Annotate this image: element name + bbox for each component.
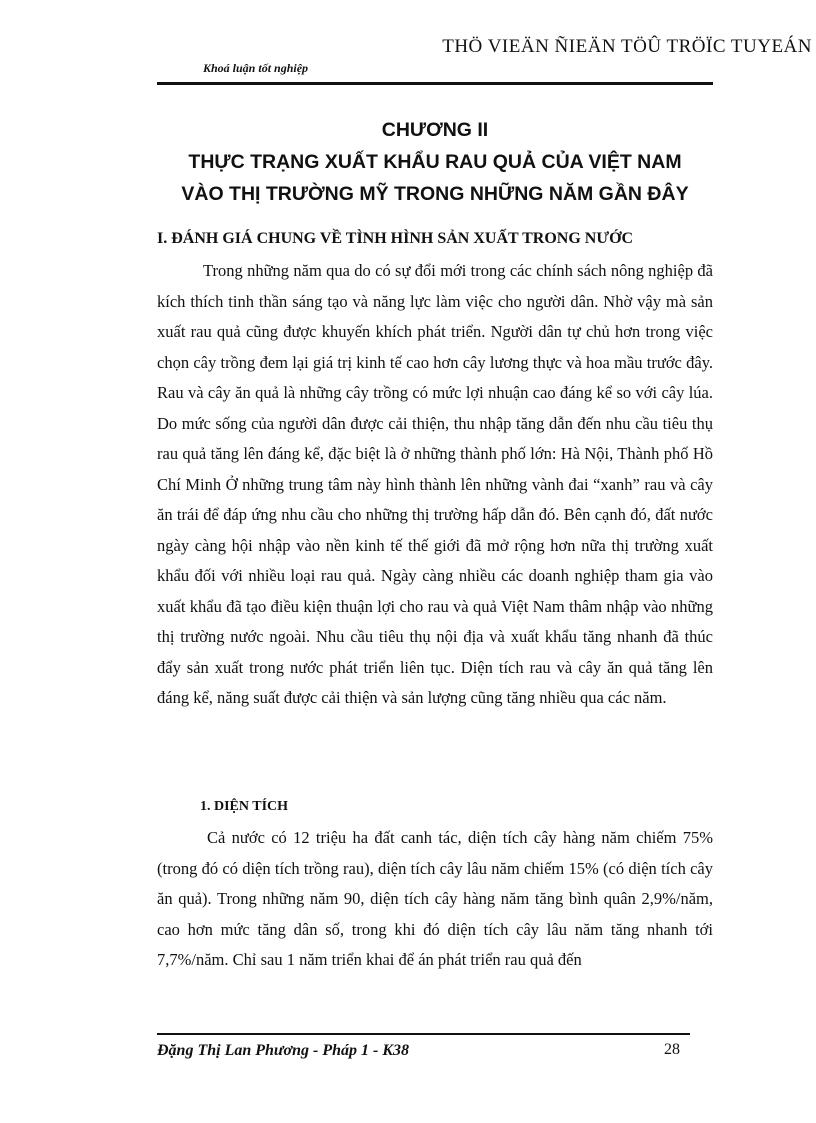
chapter-title-line-1: THỰC TRẠNG XUẤT KHẨU RAU QUẢ CỦA VIỆT NAM	[188, 151, 682, 173]
body-paragraph-1: Trong những năm qua do có sự đổi mới trong các chính sách nông nghiệp đã kích thích tinh thần sáng tạo và năng lực làm việc cho người dân. Nhờ vậy mà sản xuất rau quả cũng được khuyến khích phát triển. Người dân tự chủ hơn trong việc chọn cây trồng đem lại giá trị kinh tế cao hơn cây lương thực và hoa mầu trước đây. Rau và cây ăn quả là những cây trồng có mức lợi nhuận cao đáng kể so với cây lúa. Do mức sống của người dân được cải thiện, thu nhập tăng dẫn đến nhu cầu tiêu thụ rau quả tăng lên đáng kể, đặc biệt là ở những thành phố lớn: Hà Nội, Thành phố Hồ Chí Minh Ở những trung tâm này hình thành lên những vành đai “xanh” rau và cây ăn trái để đáp ứng nhu cầu cho những thị trường hấp dẫn đó. Bên cạnh đó, đất nước ngày càng hội nhập vào nền kinh tế thế giới đã mở rộng hơn nữa thị trường xuất khẩu đối với nhiều loại rau quả. Ngày càng nhiều các doanh nghiệp tham gia vào xuất khẩu đã tạo điều kiện thuận lợi cho rau và quả Việt Nam thâm nhập vào những thị trường nước ngoài. Nhu cầu tiêu thụ nội địa và xuất khẩu tăng nhanh đã thúc đẩy sản xuất trong nước phát triển liên tục. Diện tích rau và cây ăn quả tăng lên đáng kể, năng suất được cải thiện và sản lượng cũng tăng nhiều qua các năm.	[157, 261, 713, 707]
chapter-title-block	[157, 114, 713, 210]
header-divider	[157, 82, 713, 85]
page-number: 28	[664, 1041, 680, 1058]
section-heading: I. ĐÁNH GIÁ CHUNG VỀ TÌNH HÌNH SẢN XUẤT TRONG NƯỚC	[157, 230, 634, 247]
watermark-text: THÖ VIEÄN ÑIEÄN TÖÛ TRÖÏC TUYEÁN	[442, 36, 812, 57]
subsection-heading: 1. DIỆN TÍCH	[200, 799, 289, 814]
chapter-title-line-2: VÀO THỊ TRƯỜNG MỸ TRONG NHỮNG NĂM GẦN ĐÂY	[181, 183, 689, 205]
header-title: Khoá luận tốt nghiệp	[203, 61, 309, 75]
footer-author: Đặng Thị Lan Phương - Pháp 1 - K38	[157, 1042, 409, 1059]
chapter-number: CHƯƠNG II	[381, 119, 489, 141]
body-paragraph-2: Cả nước có 12 triệu ha đất canh tác, diện tích cây hàng năm chiếm 75% (trong đó có diện tích trồng rau), diện tích cây lâu năm chiếm 15% (có diện tích cây ăn quả). Trong những năm 90, diện tích cây hàng năm tăng bình quân 2,9%/năm, cao hơn mức tăng dân số, trong khi đó diện tích cây lâu năm tăng nhanh tới 7,7%/năm. Chỉ sau 1 năm triển khai để án phát triển rau quả đến	[157, 828, 713, 969]
footer-divider	[157, 1033, 690, 1035]
